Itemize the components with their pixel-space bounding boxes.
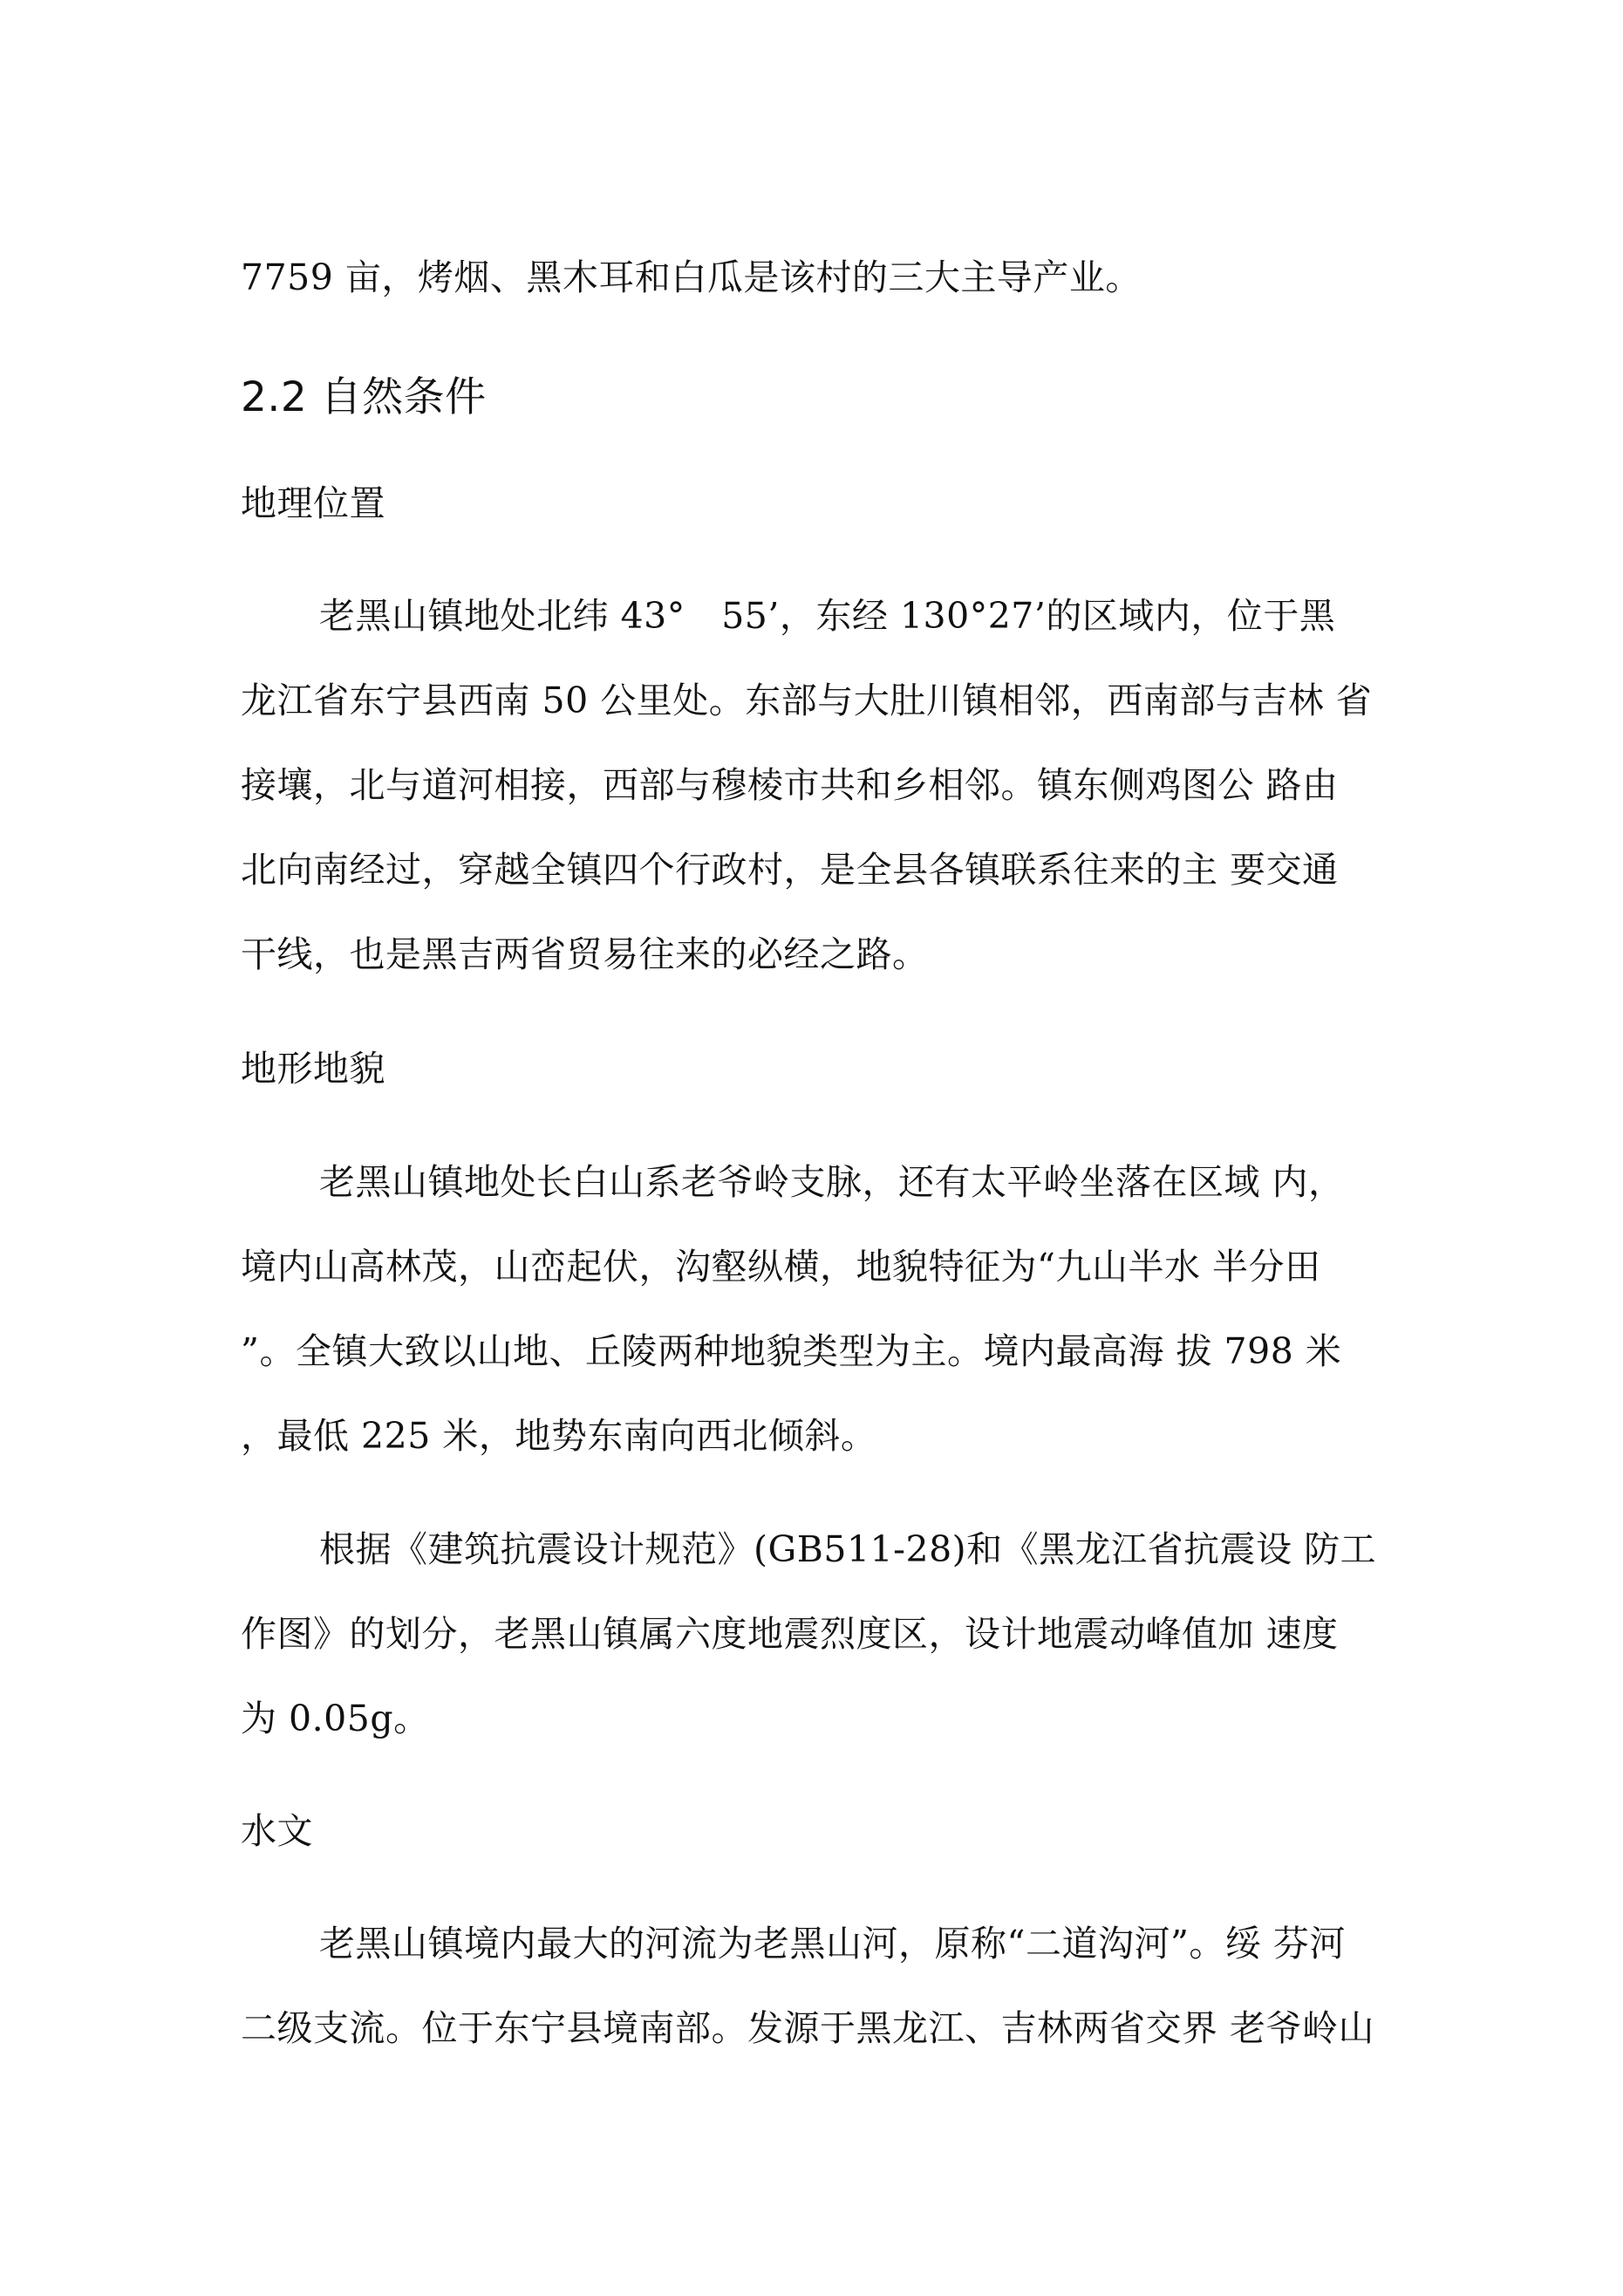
landform-p2-line-2: 作图》的划分，老黑山镇属六度地震烈度区，设计地震动峰值加 速度 xyxy=(241,1613,1339,1655)
geography-line-4: 北向南经过，穿越全镇四个行政村，是全县各镇联系往来的主 要交通 xyxy=(241,849,1339,891)
geography-line-2: 龙江省东宁县西南 50 公里处。东部与大肚川镇相邻，西南部与吉林 省 xyxy=(241,680,1373,721)
geography-line-3: 接壤，北与道河相接，西部与穆棱市共和乡相邻。镇东侧鸡图公 路由 xyxy=(241,764,1339,806)
landform-p1-line-2: 境内山高林茂，山峦起伏，沟壑纵横，地貌特征为“九山半水 半分田 xyxy=(241,1246,1321,1288)
landform-p1-line-1: 老黑山镇地处长白山系老爷岭支脉，还有太平岭坐落在区域 内， xyxy=(319,1161,1345,1203)
landform-p2-line-1: 根据《建筑抗震设计规范》(GB511-28)和《黑龙江省抗震设 防工 xyxy=(319,1528,1377,1570)
section-heading: 2.2 自然条件 xyxy=(241,373,487,421)
landform-p1-line-4: ，最低 225 米，地势东南向西北倾斜。 xyxy=(241,1415,877,1457)
hydrology-line-1: 老黑山镇境内最大的河流为老黑山河，原称“二道沟河”。绥 芬河 xyxy=(319,1923,1346,1965)
geography-line-5: 干线，也是黑吉两省贸易往来的必经之路。 xyxy=(241,933,929,975)
opening-line: 7759 亩，烤烟、黑木耳和白瓜是该村的三大主导产业。 xyxy=(241,256,1142,298)
landform-p1-line-3: ”。全镇大致以山地、丘陵两种地貌类型为主。境内最高海 拔 798 米 xyxy=(241,1330,1342,1372)
landform-p2-line-3: 为 0.05g。 xyxy=(241,1698,430,1739)
geography-line-1: 老黑山镇地处北纬 43° 55’，东经 130°27’的区域内，位于黑 xyxy=(319,595,1336,637)
hydrology-line-2: 二级支流。位于东宁县境南部。发源于黑龙江、吉林两省交界 老爷岭山 xyxy=(241,2007,1375,2049)
geography-title: 地理位置 xyxy=(241,482,385,524)
hydrology-title: 水文 xyxy=(241,1810,313,1852)
landform-title: 地形地貌 xyxy=(241,1048,385,1090)
